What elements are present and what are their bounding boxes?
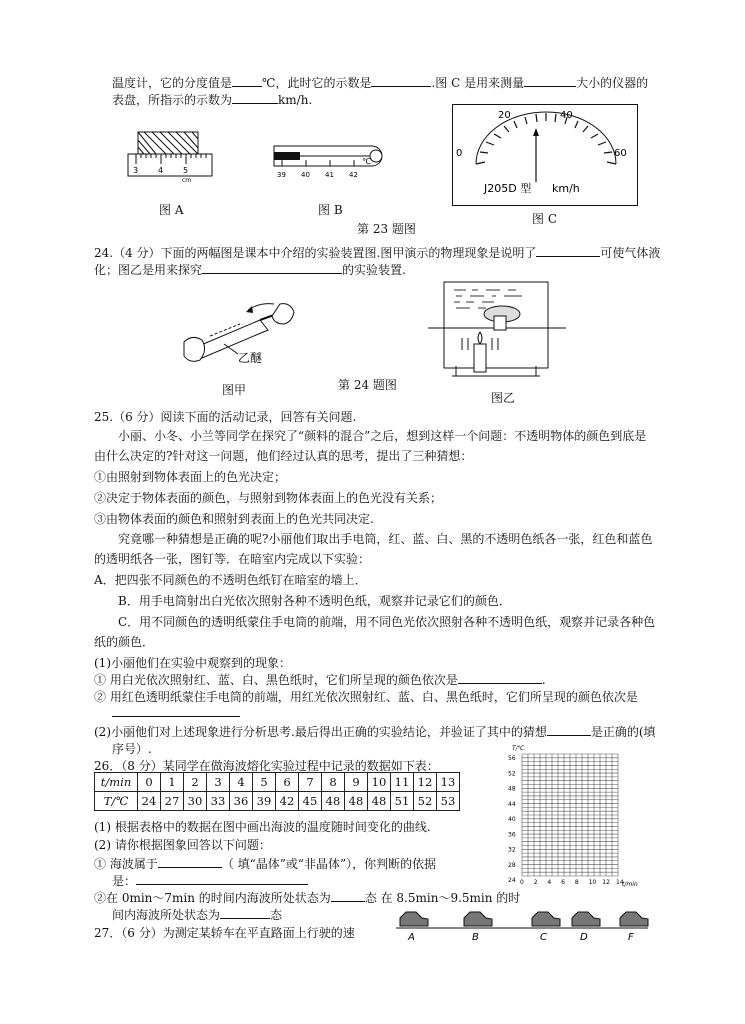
car-icon — [572, 912, 600, 926]
answer-blank[interactable] — [136, 872, 308, 885]
table-cell: 39 — [253, 792, 276, 811]
q26-sub-2-cont: 间内海波所处状态为 态 — [112, 908, 283, 922]
fig-jia-label: 图甲 — [222, 383, 247, 397]
meter-tick-label: 0 — [456, 148, 463, 159]
table-cell: 10 — [368, 773, 391, 792]
table-cell: 48 — [322, 792, 345, 811]
speedometer-figure — [452, 104, 638, 206]
ether-label: 乙醚 — [238, 351, 263, 365]
q25-guess-1: ①由照射到物体表面上的色光决定； — [94, 470, 287, 484]
table-cell: 11 — [391, 773, 414, 792]
table-row-time — [95, 773, 460, 792]
answer-blank[interactable] — [112, 704, 240, 717]
vapor-apparatus-figure — [426, 280, 568, 388]
car-icon — [400, 912, 428, 926]
meter-tick-label: 20 — [498, 110, 511, 121]
table-cell: 42 — [276, 792, 299, 811]
fig-yi-label: 图乙 — [491, 391, 516, 405]
q25-paragraph: 由什么决定的?针对这一问题，他们经过认真的思考，提出了三种猜想： — [94, 449, 473, 463]
table-header: t/min — [95, 773, 138, 792]
q26-instruction-2: (2) 请你根据图象回答以下问题： — [94, 838, 271, 852]
q23-line1: 温度计，它的分度值是 ℃，此时它的示数是 .图 C 是用来测量 大小的仪器的 — [112, 76, 649, 90]
q24-line1: 24.（4 分）下面的两幅图是课本中介绍的实验装置图.图甲演示的物理现象是说明了 可使气体液 — [94, 246, 661, 260]
thermo-tick-label: 42 — [349, 171, 358, 179]
car-icon — [532, 912, 560, 926]
table-cell: 48 — [345, 792, 368, 811]
meter-tick-label: 40 — [560, 110, 573, 121]
q26-sub-1-cont: 是： — [112, 872, 308, 890]
answer-blank[interactable] — [331, 889, 365, 902]
q24-fig-caption: 第 24 题图 — [338, 378, 397, 392]
answer-blank[interactable] — [458, 671, 542, 684]
q25-guess-3: ③由物体表面的颜色和照射到表面上的色光共同决定. — [94, 512, 374, 526]
answer-blank[interactable] — [371, 74, 431, 87]
ruler-tick-label: 5 — [183, 166, 189, 175]
table-cell: 53 — [437, 792, 460, 811]
q27-text: 27．（6 分）为测定某轿车在平直路面上行驶的速 — [94, 926, 355, 940]
graph-x-tick: 6 — [561, 879, 565, 886]
meter-unit: km/h — [552, 182, 580, 195]
table-cell: 1 — [161, 773, 184, 792]
thermometer-figure — [268, 142, 390, 182]
graph-x-tick: 10 — [588, 879, 597, 886]
graph-y-tick: 36 — [508, 831, 516, 839]
q25-paragraph: 小丽、小冬、小兰等同学在探究了“颜料的混合”之后，想到这样一个问题：不透明物体的颜色到底是 — [118, 429, 647, 443]
table-cell: 13 — [437, 773, 460, 792]
thermo-unit: ℃ — [362, 157, 371, 166]
temperature-table — [94, 772, 460, 811]
answer-blank[interactable] — [232, 91, 278, 104]
car-position-label: C — [540, 932, 547, 943]
table-cell: 6 — [276, 773, 299, 792]
graph-y-tick: 32 — [508, 846, 516, 854]
table-cell: 52 — [414, 792, 437, 811]
q25-conclusion: (2)小丽他们对上述现象进行分析思考.最后得出正确的实验结论，并验证了其中的猜想 是正确的(填 — [94, 725, 656, 739]
car-position-label: A — [408, 932, 415, 943]
graph-y-tick: 24 — [508, 877, 516, 884]
ruler-unit: cm — [182, 177, 192, 184]
car-position-label: B — [472, 932, 479, 943]
q25-observe: (1)小丽他们在实验中观察到的现象： — [94, 656, 291, 670]
car-icon — [620, 912, 648, 926]
table-row-temp — [95, 792, 460, 811]
q25-step-c: C．用不同颜色的透明纸蒙住手电筒的前端，用不同色光依次照射各种不透明色纸，观察并记录各种色 — [118, 615, 656, 629]
table-cell: 12 — [414, 773, 437, 792]
graph-x-tick: 8 — [574, 879, 579, 886]
ruler-tick-label: 3 — [133, 166, 139, 175]
q25-guess-2: ②决定于物体表面的颜色，与照射到物体表面上的色光没有关系； — [94, 491, 443, 505]
temperature-grid-graph[interactable] — [500, 742, 650, 888]
table-cell: 8 — [322, 773, 345, 792]
graph-y-tick: 44 — [508, 800, 516, 808]
fig-a-label: 图 A — [159, 203, 184, 217]
q25-observe-2-blank — [112, 704, 240, 722]
q26-instruction-1: (1) 根据表格中的数据在图中画出海波的温度随时间变化的曲线. — [94, 820, 431, 834]
graph-y-tick: 48 — [508, 785, 516, 793]
table-cell: 48 — [368, 792, 391, 811]
answer-blank[interactable] — [536, 244, 600, 257]
q25-step-c-cont: 纸的颜色． — [94, 635, 155, 649]
graph-y-tick: 28 — [508, 861, 516, 869]
table-cell: 4 — [230, 773, 253, 792]
table-cell: 33 — [207, 792, 230, 811]
thermo-tick-label: 39 — [277, 171, 286, 179]
q25-observe-2: ② 用红色透明纸蒙住手电筒的前端，用红光依次照射红、蓝、白、黑色纸时，它们所呈现的颜色依次是 — [94, 690, 638, 704]
graph-x-label: t/min — [622, 881, 638, 888]
q25-paragraph: 究竟哪一种猜想是正确的呢?小丽他们取出手电筒，红、蓝、白、黑的不透明色纸各一张，红色和蓝色 — [118, 532, 653, 546]
car-positions-figure — [396, 906, 652, 946]
q23-line2: 表盘，所指示的示数为 km/h. — [112, 93, 313, 107]
table-cell: 30 — [184, 792, 207, 811]
table-cell: 0 — [138, 773, 161, 792]
car-position-label: F — [628, 932, 634, 943]
answer-blank[interactable] — [547, 723, 591, 736]
q25-step-a: A．把四张不同颜色的不透明色纸钉在暗室的墙上． — [94, 573, 367, 587]
q25-conclusion-cont: 序号）. — [112, 742, 152, 756]
meter-model: J205D 型 — [484, 182, 532, 195]
table-cell: 5 — [253, 773, 276, 792]
table-cell: 2 — [184, 773, 207, 792]
table-cell: 51 — [391, 792, 414, 811]
car-position-label: D — [580, 932, 588, 943]
graph-x-tick: 0 — [520, 879, 524, 886]
answer-blank[interactable] — [220, 906, 270, 919]
table-cell: 45 — [299, 792, 322, 811]
syringe-figure — [180, 296, 310, 374]
table-cell: 27 — [161, 792, 184, 811]
table-cell: 24 — [138, 792, 161, 811]
table-header: T/℃ — [95, 792, 138, 811]
graph-x-tick: 4 — [547, 879, 552, 886]
fig-c-label: 图 C — [532, 212, 557, 226]
q26-sub-2: ②在 0min～7min 的时间内海波所处状态为 态 在 8.5min～9.5min 的时 — [94, 891, 521, 905]
car-icon — [464, 912, 492, 926]
table-cell: 9 — [345, 773, 368, 792]
q24-line2: 化；图乙是用来探究 的实验装置. — [94, 263, 406, 277]
graph-x-tick: 14 — [616, 879, 624, 886]
table-cell: 36 — [230, 792, 253, 811]
q25-observe-1: ① 用白光依次照射红、蓝、白、黑色纸时，它们所呈现的颜色依次是 . — [94, 673, 546, 687]
table-cell: 7 — [299, 773, 322, 792]
answer-blank[interactable] — [202, 261, 342, 274]
graph-y-tick: 40 — [508, 816, 516, 823]
q26-title: 26．（8 分）某同学在做海波熔化实验过程中记录的数据如下表： — [94, 759, 439, 773]
table-cell: 3 — [207, 773, 230, 792]
graph-x-tick: 2 — [533, 879, 538, 886]
answer-blank[interactable] — [158, 855, 222, 868]
answer-blank[interactable] — [524, 74, 576, 87]
answer-blank[interactable] — [232, 74, 262, 87]
q25-title: 25.（6 分）阅读下面的活动记录，回答有关问题. — [94, 410, 357, 424]
ruler-figure — [126, 130, 216, 190]
meter-tick-label: 60 — [614, 148, 627, 159]
q25-step-b: B．用手电筒射出白光依次照射各种不透明色纸，观察并记录它们的颜色． — [118, 594, 511, 608]
q26-sub-1: ① 海波属于 （ 填“晶体”或“非晶体”），你判断的依据 — [94, 857, 437, 871]
graph-y-tick: 52 — [508, 770, 516, 778]
graph-y-label: T/℃ — [512, 745, 525, 752]
ruler-tick-label: 4 — [158, 166, 164, 175]
q23-fig-caption: 第 23 题图 — [357, 222, 416, 236]
graph-y-tick: 56 — [508, 755, 516, 762]
fig-b-label: 图 B — [318, 203, 343, 217]
q25-paragraph: 的透明纸各一张，图钉等．在暗室内完成以下实验： — [94, 552, 371, 566]
thermo-tick-label: 40 — [301, 171, 310, 179]
thermo-tick-label: 41 — [325, 171, 334, 179]
graph-x-tick: 12 — [602, 879, 610, 886]
